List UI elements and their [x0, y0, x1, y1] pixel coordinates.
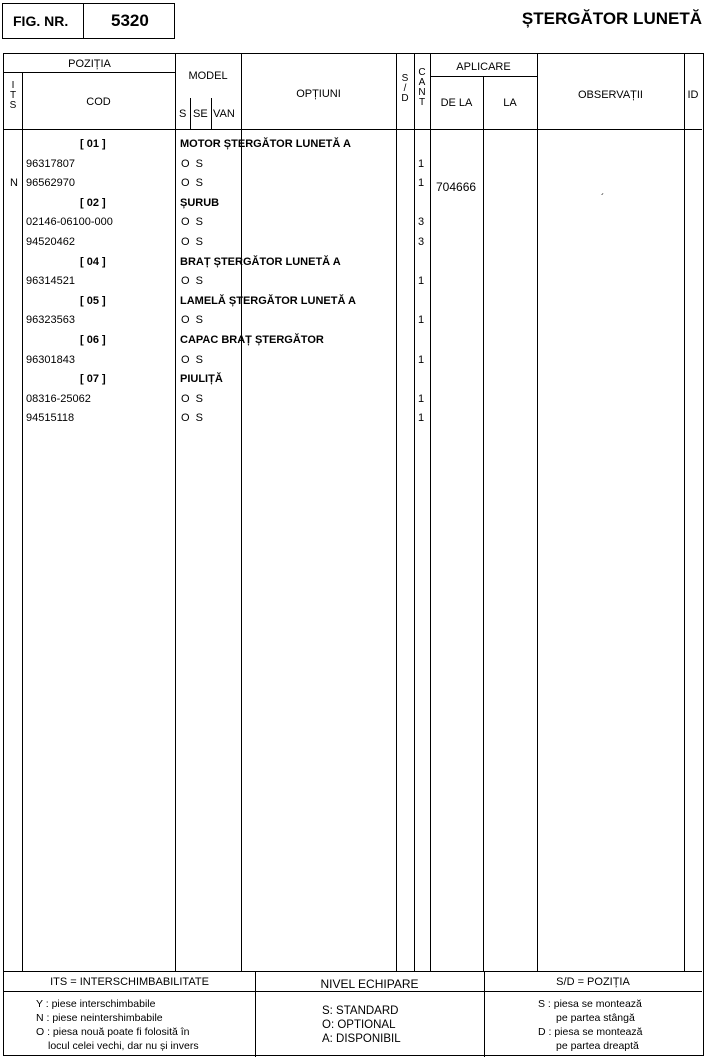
col-line-la	[537, 54, 538, 971]
header-sd: S / D	[401, 73, 409, 104]
group-name: PIULIȚĂ	[180, 373, 223, 385]
header-aplicare: APLICARE	[456, 61, 511, 73]
model-availability: O S	[181, 158, 204, 170]
position-number: [ 07 ]	[80, 373, 106, 385]
header-model: MODEL	[188, 70, 228, 82]
model-sub-line-1	[190, 98, 191, 129]
model-availability: O S	[181, 177, 204, 189]
figure-number: 5320	[111, 11, 149, 30]
part-code: 02146-06100-000	[26, 216, 113, 228]
position-number: [ 05 ]	[80, 295, 106, 307]
its-value: N	[10, 177, 18, 189]
group-name: BRAȚ ȘTERGĂTOR LUNETĂ A	[180, 256, 341, 268]
quantity: 1	[418, 275, 425, 287]
group-name: LAMELĂ ȘTERGĂTOR LUNETĂ A	[180, 295, 356, 307]
group-name: ȘURUB	[180, 197, 220, 209]
col-line-its	[22, 72, 23, 971]
legend-sd-title: S/D = POZIȚIA	[556, 976, 630, 988]
legend-top-line	[4, 971, 702, 972]
group-name: MOTOR ȘTERGĂTOR LUNETĂ A	[180, 138, 351, 150]
pozitia-underline	[4, 72, 175, 73]
figure-box-divider	[83, 4, 84, 38]
part-code: 08316-25062	[26, 393, 91, 405]
col-line-cod	[175, 54, 176, 971]
model-availability: O S	[181, 216, 204, 228]
header-cod: COD	[86, 96, 111, 108]
part-code: 94515118	[26, 412, 75, 424]
page-title: ȘTERGĂTOR LUNETĂ	[521, 9, 702, 28]
legend-its-line-4: locul celei vechi, dar nu și invers	[48, 1040, 199, 1052]
parts-table	[3, 53, 704, 1056]
col-line-model	[241, 54, 242, 971]
legend-sd-line-1: S : piesa se montează	[538, 998, 642, 1010]
model-availability: O S	[181, 275, 204, 287]
quantity: 1	[418, 412, 425, 424]
model-availability: O S	[181, 412, 204, 424]
header-model-s: S	[179, 108, 187, 120]
model-sub-line-2	[211, 98, 212, 129]
header-id: ID	[687, 89, 699, 101]
legend-its-title: ITS = INTERSCHIMBABILITATE	[50, 976, 209, 988]
header-model-van: VAN	[213, 108, 235, 120]
part-code: 96317807	[26, 158, 75, 170]
col-line-sd	[414, 54, 415, 971]
model-availability: O S	[181, 393, 204, 405]
position-number: [ 04 ]	[80, 256, 106, 268]
col-line-cant	[430, 54, 431, 971]
legend-nivel-line-1: S: STANDARD	[322, 1005, 399, 1017]
legend-its-line-3: O : piesa nouă poate fi folosită în	[36, 1026, 190, 1038]
header-la: LA	[503, 97, 517, 109]
figure-label: FIG. NR.	[13, 13, 69, 29]
header-cant: C A N T	[418, 67, 426, 108]
legend-sd-line-4: pe partea dreaptă	[556, 1040, 639, 1052]
quantity: 1	[418, 177, 425, 189]
header-observatii: OBSERVAȚII	[577, 89, 643, 101]
legend-nivel-line-3: A: DISPONIBIL	[322, 1033, 401, 1045]
part-code: 96562970	[26, 177, 75, 189]
header-optiuni: OPȚIUNI	[296, 88, 341, 100]
legend-nivel-line-2: O: OPTIONAL	[322, 1019, 396, 1031]
applicable-from: 704666	[436, 180, 477, 194]
quantity: 3	[418, 216, 425, 228]
part-code: 96314521	[26, 275, 75, 287]
model-availability: O S	[181, 354, 204, 366]
legend-nivel-title: NIVEL ECHIPARE	[320, 977, 419, 991]
position-number: [ 02 ]	[80, 197, 106, 209]
quantity: 1	[418, 158, 425, 170]
quantity: 3	[418, 236, 425, 248]
model-availability: O S	[181, 236, 204, 248]
quantity: 1	[418, 393, 425, 405]
header-model-se: SE	[193, 108, 208, 120]
quantity: 1	[418, 354, 425, 366]
col-line-optiuni	[396, 54, 397, 971]
part-code: 94520462	[26, 236, 75, 248]
legend-sd-line-3: D : piesa se montează	[538, 1026, 643, 1038]
part-code: 96301843	[26, 354, 75, 366]
header-its: I T S	[9, 80, 17, 111]
header-pozitia: POZIȚIA	[68, 58, 111, 70]
legend-sd-line-2: pe partea stângă	[556, 1012, 635, 1024]
quantity: 1	[418, 314, 425, 326]
model-availability: O S	[181, 314, 204, 326]
legend-its-line-1: Y : piese interschimbabile	[36, 998, 156, 1010]
figure-number-box	[2, 3, 175, 39]
col-line-de-la	[483, 76, 484, 971]
position-number: [ 01 ]	[80, 138, 106, 150]
observatii-mark: ´	[601, 193, 605, 204]
part-code: 96323563	[26, 314, 75, 326]
position-number: [ 06 ]	[80, 334, 106, 346]
legend-title-line	[4, 991, 702, 992]
col-line-observatii	[684, 54, 685, 971]
group-name: CAPAC BRAȚ ȘTERGĂTOR	[180, 334, 324, 346]
header-bottom-line	[4, 129, 702, 130]
header-de-la: DE LA	[440, 97, 473, 109]
legend-its-line-2: N : piese neintershimbabile	[36, 1012, 163, 1024]
